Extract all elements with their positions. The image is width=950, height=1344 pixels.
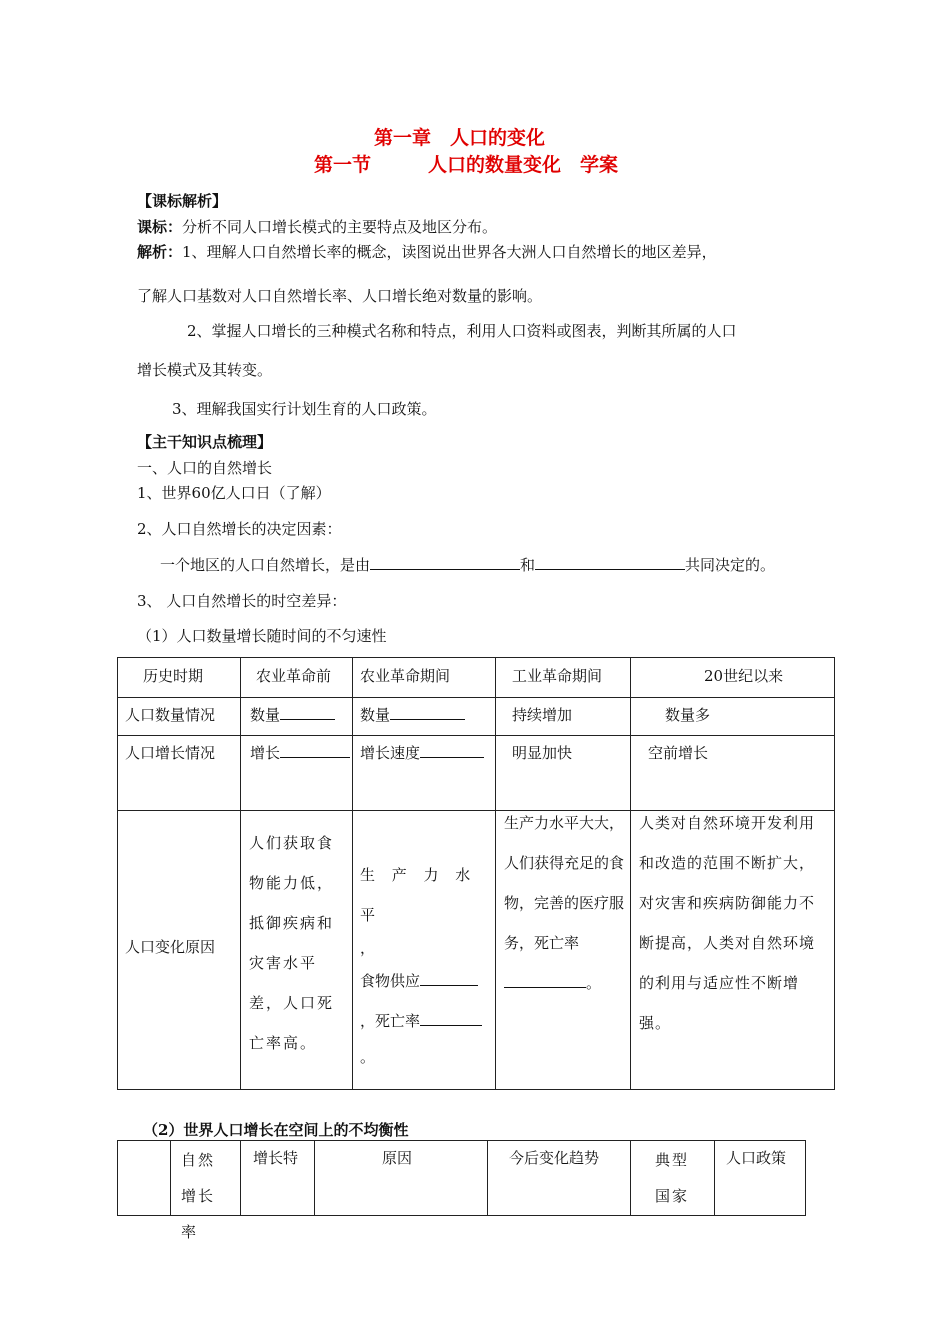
t1-row2-c2 bbox=[360, 742, 484, 763]
label-biaozhun: 课标： bbox=[137, 218, 183, 236]
t1-row2-c1-text: 增长 bbox=[250, 744, 281, 762]
point2-line2: 增长模式及其转变。 bbox=[137, 361, 273, 379]
t2-header-rate: 自然增长率 bbox=[181, 1151, 216, 1241]
t1-header-industrial: 工业革命期间 bbox=[512, 667, 603, 685]
t1-row3-c4: 人类对自然环境开发利用和改造的范围不断扩大，对灾害和疾病防御能力不断提高，人类对自然环境的利用与适应性不断增强。 bbox=[639, 814, 816, 1032]
t1-header-period: 历史时期 bbox=[143, 667, 204, 685]
knowledge-heading: 【主干知识点梳理】 bbox=[137, 433, 273, 451]
fill-prefix: 一个地区的人口自然增长，是由 bbox=[160, 556, 371, 574]
item-2: 2、人口自然增长的决定因素： bbox=[137, 520, 342, 538]
subheading-q1: （1）人口数量增长随时间的不匀速性 bbox=[137, 627, 387, 645]
t1-row2-c1 bbox=[250, 742, 350, 763]
t2-header-country: 典型国家 bbox=[655, 1151, 690, 1205]
t1-row3-label: 人口变化原因 bbox=[125, 938, 216, 956]
standards-heading: 【课标解析】 bbox=[137, 192, 228, 210]
t1-row3-c3-text: 生产力水平大大，人们获得充足的食物，完善的医疗服务，死亡率 bbox=[504, 814, 625, 952]
t1-row3-c1: 人们获取食物能力低，抵御疾病和灾害水平差，人口死亡率高。 bbox=[249, 834, 335, 1052]
t1-row1-c4: 数量多 bbox=[665, 706, 711, 724]
t1-row3-c2 bbox=[360, 855, 490, 1073]
t1-row3-c2-d-row bbox=[360, 1001, 490, 1041]
chapter-title: 第一章 人口的变化 bbox=[374, 127, 546, 149]
t1-header-20c: 20世纪以来 bbox=[704, 667, 784, 685]
t1-row1-c2-text: 数量 bbox=[360, 706, 391, 724]
t1-row1-c1-blank[interactable] bbox=[280, 705, 335, 720]
blank-2[interactable] bbox=[535, 555, 685, 570]
t1-row3-c2-blank2[interactable] bbox=[420, 1011, 482, 1026]
t1-row1-c3: 持续增加 bbox=[512, 706, 573, 724]
t1-row2-c2-blank[interactable] bbox=[420, 743, 484, 758]
t1-row3-c3-blank[interactable] bbox=[504, 973, 586, 988]
t2-header-policy: 人口政策 bbox=[726, 1149, 787, 1167]
t1-row2-c3: 明显加快 bbox=[512, 744, 573, 762]
fill-and: 和 bbox=[520, 556, 536, 574]
t1-header-pre-agri: 农业革命前 bbox=[256, 667, 332, 685]
fill-suffix: 共同决定的。 bbox=[685, 556, 776, 574]
t1-row1-c1 bbox=[250, 704, 335, 725]
t1-row3-c2-c: 食物供应 bbox=[360, 972, 421, 990]
t1-row3-c2-a: 生 产 力 水 平 bbox=[360, 866, 477, 924]
item-3: 3、 人口自然增长的时空差异： bbox=[137, 592, 347, 610]
point2-line1: 2、掌握人口增长的三种模式名称和特点，利用人口资料或图表，判断其所属的人口 bbox=[187, 322, 737, 340]
t1-row3-c2-e: 。 bbox=[360, 1048, 376, 1066]
t1-row3-c2-c-row bbox=[360, 961, 490, 1001]
blank-1[interactable] bbox=[370, 555, 520, 570]
t1-row1-c1-text: 数量 bbox=[250, 706, 281, 724]
t1-row2-c1-blank[interactable] bbox=[280, 743, 350, 758]
t1-row1-label: 人口数量情况 bbox=[125, 706, 216, 724]
standards-line bbox=[137, 216, 497, 237]
t1-row3-c3 bbox=[504, 803, 626, 1003]
t1-row3-c2-d: ，死亡率 bbox=[360, 1012, 421, 1030]
analysis-line-1 bbox=[137, 241, 717, 262]
t2-header-reason: 原因 bbox=[382, 1149, 413, 1167]
subheading-1: 一、人口的自然增长 bbox=[137, 459, 273, 477]
t1-row3-c3-end: 。 bbox=[586, 974, 602, 992]
t1-header-agri: 农业革命期间 bbox=[360, 667, 451, 685]
t2-header-trend: 今后变化趋势 bbox=[509, 1149, 600, 1167]
t1-row3-c2-b: ， bbox=[360, 939, 376, 957]
t1-row2-c4: 空前增长 bbox=[648, 744, 709, 762]
point3: 3、理解我国实行计划生育的人口政策。 bbox=[172, 400, 437, 418]
point1-line1: 1、理解人口自然增长率的概念，读图说出世界各大洲人口自然增长的地区差异， bbox=[182, 243, 717, 261]
label-jiexi: 解析： bbox=[137, 243, 183, 261]
t1-row2-c2-text: 增长速度 bbox=[360, 744, 421, 762]
point1-line2: 了解人口基数对人口自然增长率、人口增长绝对数量的影响。 bbox=[137, 287, 543, 305]
fill-line bbox=[160, 554, 775, 575]
section-title: 第一节 人口的数量变化 学案 bbox=[314, 154, 619, 176]
t1-row1-c2-blank[interactable] bbox=[390, 705, 465, 720]
t2-header-feature: 增长特 bbox=[253, 1149, 299, 1167]
item-1: 1、世界60亿人口日（了解） bbox=[137, 484, 331, 502]
t1-row2-label: 人口增长情况 bbox=[125, 744, 216, 762]
t1-row1-c2 bbox=[360, 704, 465, 725]
t1-row3-c2-blank1[interactable] bbox=[420, 971, 478, 986]
text-biaozhun: 分析不同人口增长模式的主要特点及地区分布。 bbox=[182, 218, 498, 236]
subheading-q2: （2）世界人口增长在空间上的不均衡性 bbox=[143, 1121, 409, 1139]
